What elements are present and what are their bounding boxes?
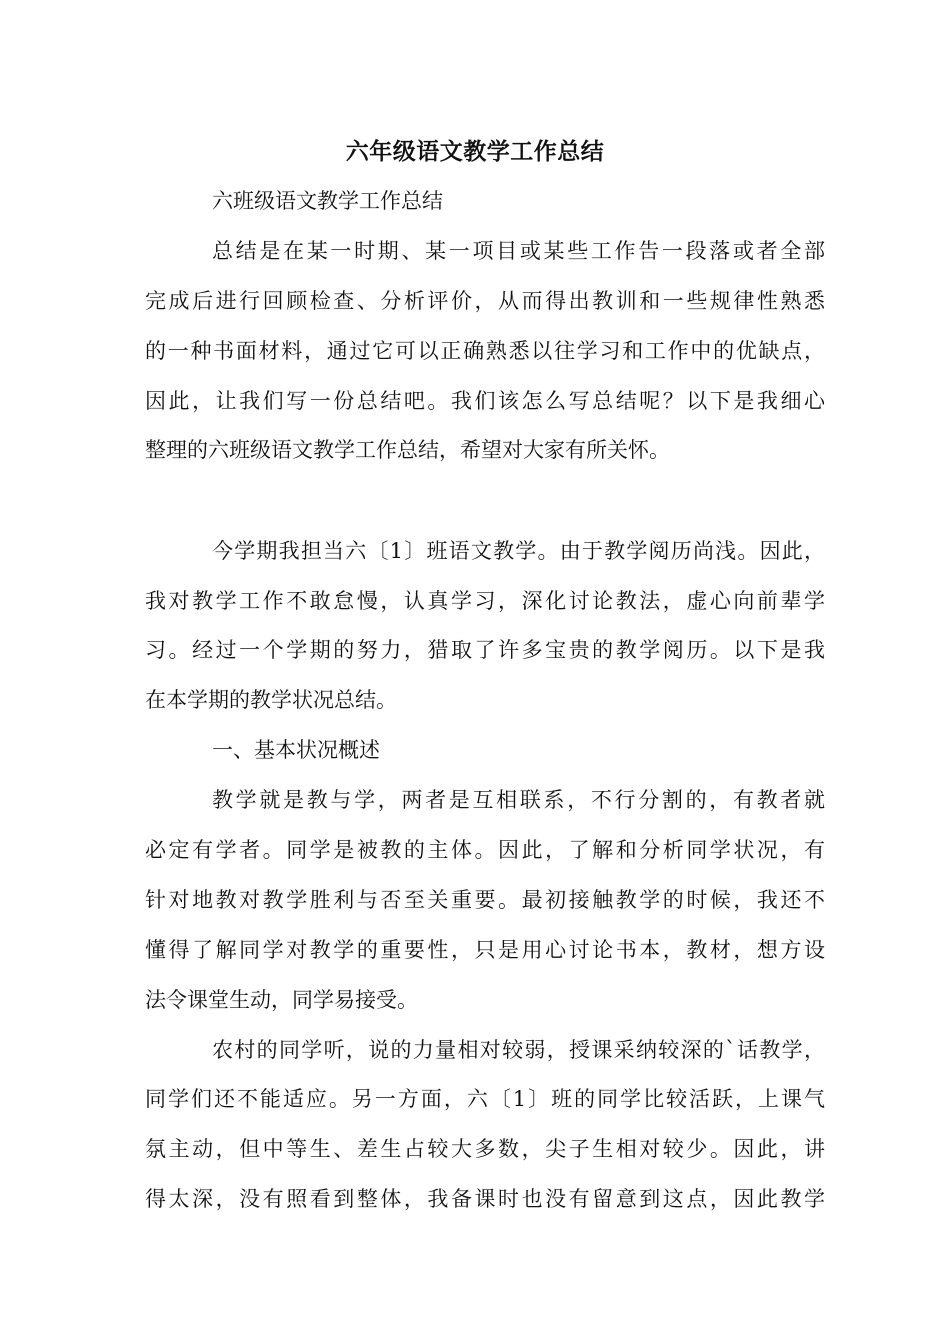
paragraph-line: 我对教学工作不敢怠慢，认真学习，深化讨论教法，虚心向前辈学: [145, 589, 825, 613]
paragraph-line: 因此，让我们写一份总结吧。我们该怎么写总结呢？以下是我细心: [145, 389, 825, 413]
section-heading: 一、基本状况概述: [212, 738, 380, 762]
paragraph-line: 农村的同学听，说的力量相对较弱，授课采纳较深的`话教学，: [212, 1038, 825, 1062]
paragraph-line: 完成后进行回顾检查、分析评价，从而得出教训和一些规律性熟悉: [145, 289, 825, 313]
paragraph-line: 得太深，没有照看到整体，我备课时也没有留意到这点，因此教学: [145, 1187, 825, 1211]
paragraph-line: 教学就是教与学，两者是互相联系，不行分割的，有教者就: [212, 788, 825, 812]
paragraph-line: 的一种书面材料，通过它可以正确熟悉以往学习和工作中的优缺点，: [145, 339, 825, 363]
document-title: 六年级语文教学工作总结: [345, 138, 605, 165]
paragraph-line: 同学们还不能适应。另一方面，六〔1〕班的同学比较活跃，上课气: [145, 1087, 825, 1111]
paragraph-line: 今学期我担当六〔1〕班语文教学。由于教学阅历尚浅。因此，: [212, 539, 825, 563]
subtitle-line: 六班级语文教学工作总结: [212, 189, 443, 213]
paragraph-line: 必定有学者。同学是被教的主体。因此，了解和分析同学状况，有: [145, 838, 825, 862]
paragraph-line: 在本学期的教学状况总结。: [145, 688, 397, 712]
paragraph-line: 氛主动，但中等生、差生占较大多数，尖子生相对较少。因此，讲: [145, 1137, 825, 1161]
paragraph-line: 总结是在某一时期、某一项目或某些工作告一段落或者全部: [212, 239, 825, 263]
paragraph-line: 习。经过一个学期的努力，猎取了许多宝贵的教学阅历。以下是我: [145, 638, 825, 662]
paragraph-line: 针对地教对教学胜利与否至关重要。最初接触教学的时候，我还不: [145, 888, 825, 912]
paragraph-line: 懂得了解同学对教学的重要性，只是用心讨论书本，教材，想方设: [145, 938, 825, 962]
paragraph-line: 法令课堂生动，同学易接受。: [145, 988, 418, 1012]
paragraph-line: 整理的六班级语文教学工作总结，希望对大家有所关怀。: [145, 438, 670, 462]
